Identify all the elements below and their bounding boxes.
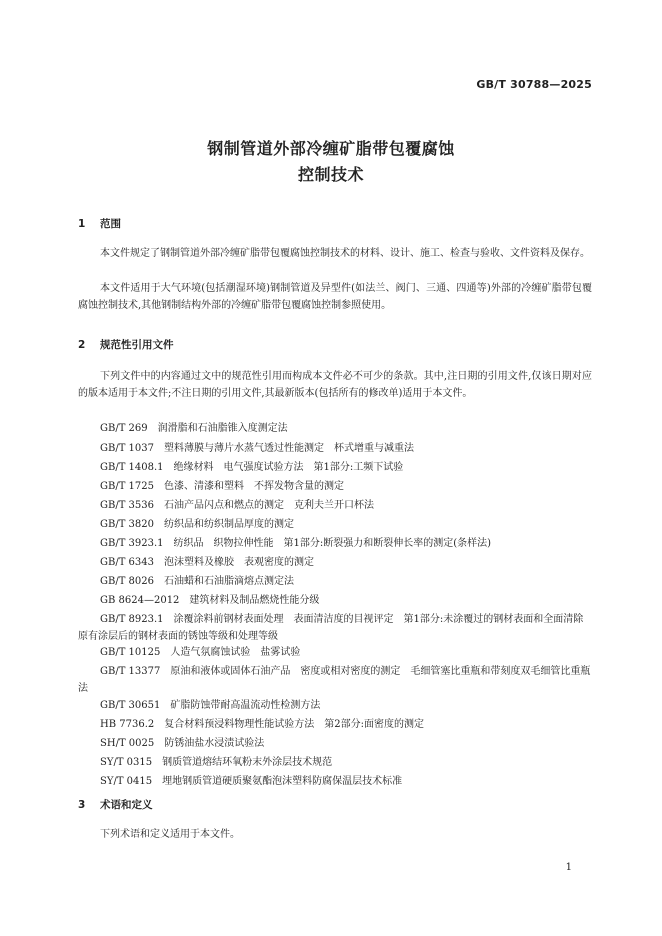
standard-code: GB/T 30788—2025 (476, 78, 592, 91)
reference-item: GB/T 3536 石油产品闪点和燃点的测定 克利夫兰开口杯法 (100, 500, 375, 511)
reference-item: SY/T 0415 埋地钢质管道硬质聚氨酯泡沫塑料防腐保温层技术标准 (100, 776, 403, 787)
reference-item: SH/T 0025 防锈油盐水浸渍试验法 (100, 738, 265, 749)
document-title-line1: 钢制管道外部冷缠矿脂带包覆腐蚀 (207, 139, 455, 158)
reference-item: GB/T 269 润滑脂和石油脂锥入度测定法 (100, 423, 288, 434)
section-2-intro: 下列文件中的内容通过文中的规范性引用而构成本文件必不可少的条款。其中,注日期的引用文件,仅该日期对应的版本适用于本文件;不注日期的引用文件,其最新版本(包括所有的修改单)适用于本文件。 (78, 371, 592, 399)
reference-item: GB 8624—2012 建筑材料及制品燃烧性能分级 (100, 595, 320, 606)
reference-item: GB/T 1408.1 绝缘材料 电气强度试验方法 第1部分:工频下试验 (100, 462, 404, 473)
section-title: 规范性引用文件 (100, 339, 174, 351)
document-title-line2: 控制技术 (297, 165, 364, 184)
reference-item: HB 7736.2 复合材料预浸料物理性能试验方法 第2部分:面密度的测定 (100, 719, 424, 730)
reference-item: GB/T 1725 色漆、清漆和塑料 不挥发物含量的测定 (100, 481, 345, 492)
section-title: 范围 (100, 218, 121, 230)
reference-item: GB/T 13377 原油和液体或固体石油产品 密度或相对密度的测定 毛细管塞比重瓶和带刻度双毛细管比重瓶法 (78, 666, 591, 694)
reference-item: SY/T 0315 钢质管道熔结环氧粉末外涂层技术规范 (100, 757, 333, 768)
reference-item: GB/T 1037 塑料薄膜与薄片水蒸气透过性能测定 杯式增重与减重法 (100, 443, 415, 454)
reference-item: GB/T 3820 纺织品和纺织制品厚度的测定 (100, 519, 295, 530)
section-number: 1 (78, 218, 86, 230)
reference-item: GB/T 30651 矿脂防蚀带耐高温流动性检测方法 (100, 700, 321, 711)
reference-item: GB/T 10125 人造气氛腐蚀试验 盐雾试验 (100, 647, 301, 658)
reference-item: GB/T 6343 泡沫塑料及橡胶 表观密度的测定 (100, 557, 315, 568)
section-2-heading (78, 337, 174, 352)
section-1-paragraph-1: 本文件规定了钢制管道外部冷缠矿脂带包覆腐蚀控制技术的材料、设计、施工、检查与验收、文件资料及保存。 (100, 248, 590, 259)
page-number: 1 (565, 862, 572, 873)
section-3-heading (78, 797, 153, 812)
section-number: 3 (78, 799, 86, 811)
reference-item: GB/T 3923.1 纺织品 织物拉伸性能 第1部分:断裂强力和断裂伸长率的测定(条样法) (100, 538, 492, 549)
section-number: 2 (78, 339, 86, 351)
section-1-heading (78, 216, 121, 231)
section-title: 术语和定义 (100, 799, 153, 811)
section-3-intro: 下列术语和定义适用于本文件。 (100, 829, 240, 840)
section-1-paragraph-2: 本文件适用于大气环境(包括潮湿环境)钢制管道及异型件(如法兰、阀门、三通、四通等)外部的冷缠矿脂带包覆腐蚀控制技术,其他钢制结构外部的冷缠矿脂带包覆腐蚀控制参照使用。 (78, 283, 592, 311)
reference-item: GB/T 8923.1 涂覆涂料前钢材表面处理 表面清洁度的目视评定 第1部分:未涂覆过的钢材表面和全面清除原有涂层后的钢材表面的锈蚀等级和处理等级 (78, 614, 584, 642)
reference-item: GB/T 8026 石油蜡和石油脂滴熔点测定法 (100, 576, 295, 587)
